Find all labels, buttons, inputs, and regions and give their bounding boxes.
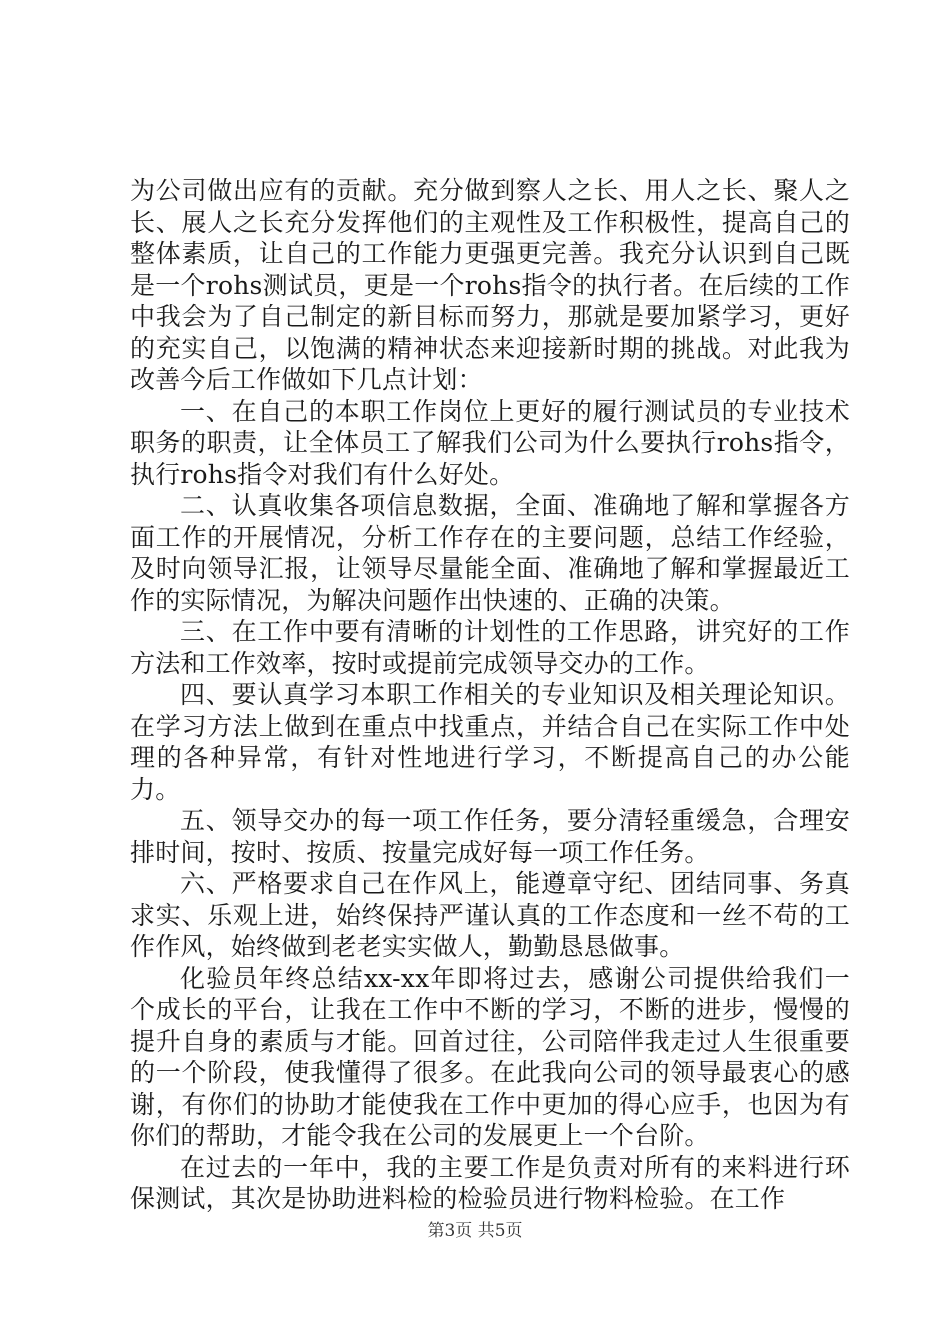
page-footer: 第3页 共5页: [427, 1221, 523, 1241]
paragraph-plan-2: 二、认真收集各项信息数据，全面、准确地了解和掌握各方面工作的开展情况，分析工作存在的主要问题，总结工作经验，及时向领导汇报，让领导尽量能全面、准确地了解和掌握最近工作的实际情况，为解决问题作出快速的、正确的决策。: [130, 491, 850, 615]
paragraph-past-year: 在过去的一年中，我的主要工作是负责对所有的来料进行环保测试，其次是协助进料检的检验员进行物料检验。在工作: [130, 1152, 850, 1213]
paragraph-summary: 化验员年终总结xx-xx年即将过去，感谢公司提供给我们一个成长的平台，让我在工作中不断的学习，不断的进步，慢慢的提升自身的素质与才能。回首过往，公司陪伴我走过人生很重要的一个阶段，使我懂得了很多。在此我向公司的领导最衷心的感谢，有你们的协助才能使我在工作中更加的得心应手，也因为有你们的帮助，才能令我在公司的发展更上一个台阶。: [130, 963, 850, 1150]
paragraph-intro: 为公司做出应有的贡献。充分做到察人之长、用人之长、聚人之长、展人之长充分发挥他们的主观性及工作积极性，提高自己的整体素质，让自己的工作能力更强更完善。我充分认识到自己既是一个rohs测试员，更是一个rohs指令的执行者。在后续的工作中我会为了自己制定的新目标而努力，那就是要加紧学习，更好的充实自己，以饱满的精神状态来迎接新时期的挑战。对此我为改善今后工作做如下几点计划：: [130, 176, 850, 394]
paragraph-plan-3: 三、在工作中要有清晰的计划性的工作思路，讲究好的工作方法和工作效率，按时或提前完成领导交办的工作。: [130, 617, 850, 678]
paragraph-plan-1: 一、在自己的本职工作岗位上更好的履行测试员的专业技术职务的职责，让全体员工了解我们公司为什么要执行rohs指令，执行rohs指令对我们有什么好处。: [130, 396, 850, 489]
paragraph-plan-5: 五、领导交办的每一项工作任务，要分清轻重缓急，合理安排时间，按时、按质、按量完成好每一项工作任务。: [130, 806, 850, 867]
document-body: [130, 175, 850, 1215]
paragraph-plan-4: 四、要认真学习本职工作相关的专业知识及相关理论知识。在学习方法上做到在重点中找重点，并结合自己在实际工作中处理的各种异常，有针对性地进行学习，不断提高自己的办公能力。: [130, 680, 850, 804]
paragraph-plan-6: 六、严格要求自己在作风上，能遵章守纪、团结同事、务真求实、乐观上进，始终保持严谨认真的工作态度和一丝不苟的工作作风，始终做到老老实实做人，勤勤恳恳做事。: [130, 869, 850, 961]
